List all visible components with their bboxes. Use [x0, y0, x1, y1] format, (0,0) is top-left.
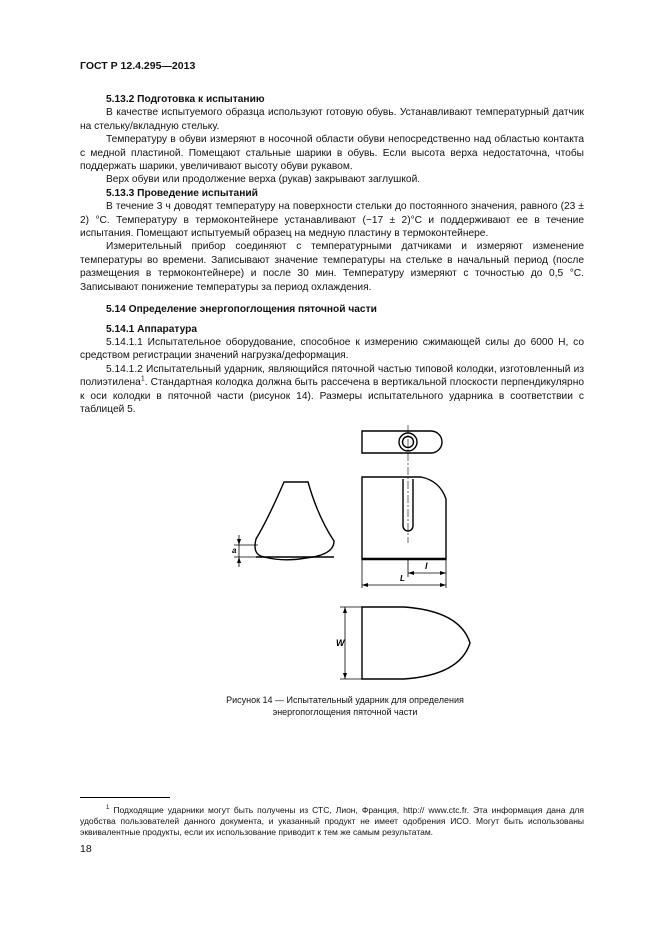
impactor-front-view [255, 482, 334, 560]
figure-caption [180, 694, 510, 718]
footnote-ref: 1 [140, 375, 145, 383]
section-title-5-14-1: 5.14.1 Аппаратура [106, 323, 198, 335]
page-number: 18 [80, 843, 92, 855]
impactor-top-view [362, 431, 442, 453]
impactor-side-view [362, 477, 446, 559]
impactor-plan-view [362, 607, 470, 679]
paragraph: 5.14.1.1 Испытательное оборудование, способное к измерению сжимающей силы до 6000 Н, со средством регистрации значений нагрузка/деформация. [80, 336, 584, 362]
paragraph: В течение 3 ч доводят температуру на поверхности стельки до постоянного значения, равного (23 ± 2) °С. Температуру в термоконтейнере устанавливают (−17 ± 2)°С и поддерживают ее в течение испытания. Помещают испытуемый образец на медную пластину в термоконтейнере. [80, 201, 584, 240]
footnote-divider [80, 797, 170, 798]
section-title-5-13-2: 5.13.2 Подготовка к испытанию [106, 94, 265, 105]
section-title-5-14: 5.14 Определение энергопоглощения пяточной части [106, 304, 377, 316]
footnote-text: Подходящие ударники могут быть получены из СТС, Лион, Франция, http:// www.ctc.fr. Эта информация дана для удобства пользователей данного документа, и указанный продукт не имеет одобрения ИСО. Могут быть использованы эквивалентные продукты, если их использование приводит к тем же самым результатам. [80, 804, 584, 838]
paragraph-text: 5.14.1.2 Испытательный ударник, являющийся пяточной частью типовой колодки, изготовленный из полиэтилена [80, 363, 584, 389]
label-l: l [425, 561, 428, 571]
impactor-figure [228, 423, 472, 685]
paragraph: Верх обуви или продолжение верха (рукав) закрывают заглушкой. [106, 174, 421, 186]
section-title-5-13-3: 5.13.3 Проведение испытаний [106, 187, 258, 199]
document-body [80, 93, 584, 416]
caption-line: Рисунок 14 — Испытательный ударник для определения [226, 695, 464, 705]
document-header: ГОСТ Р 12.4.295—2013 [80, 60, 196, 72]
paragraph [80, 363, 584, 417]
caption-line: энергопоглощения пяточной части [272, 707, 418, 717]
label-W: W [336, 638, 345, 648]
paragraph-text: . Стандартная колодка должна быть рассечена в вертикальной плоскости перпендикулярно к оси колодки в пяточной части (рисунок 14). Размеры испытательного ударника в соответствии с таблицей 5. [80, 377, 584, 415]
footnote-mark: 1 [106, 805, 110, 811]
label-L: L [400, 574, 405, 583]
paragraph: Измерительный прибор соединяют с температурными датчиками и измеряют изменение температуры во времени. Записывают значение температуры на стельке в начальный период (после размещения в термоконтейнере) и после 30 мин. Температуру измеряют с точностью до 0,5 °С. Записывают понижение температуры за период охлаждения. [80, 241, 584, 293]
footnote [80, 803, 584, 838]
paragraph: Температуру в обуви измеряют в носочной области обуви непосредственно над областью контакта с медной пластиной. Помещают стальные шарики в обувь. Если высота верха недостаточна, чтобы поддержать шарики, увеличивают высоту обуви рукавом. [80, 134, 584, 173]
label-a: a [232, 546, 237, 555]
paragraph: В качестве испытуемого образца используют готовую обувь. Устанавливают температурный датчик на стельку/вкладную стельку. [80, 107, 584, 132]
